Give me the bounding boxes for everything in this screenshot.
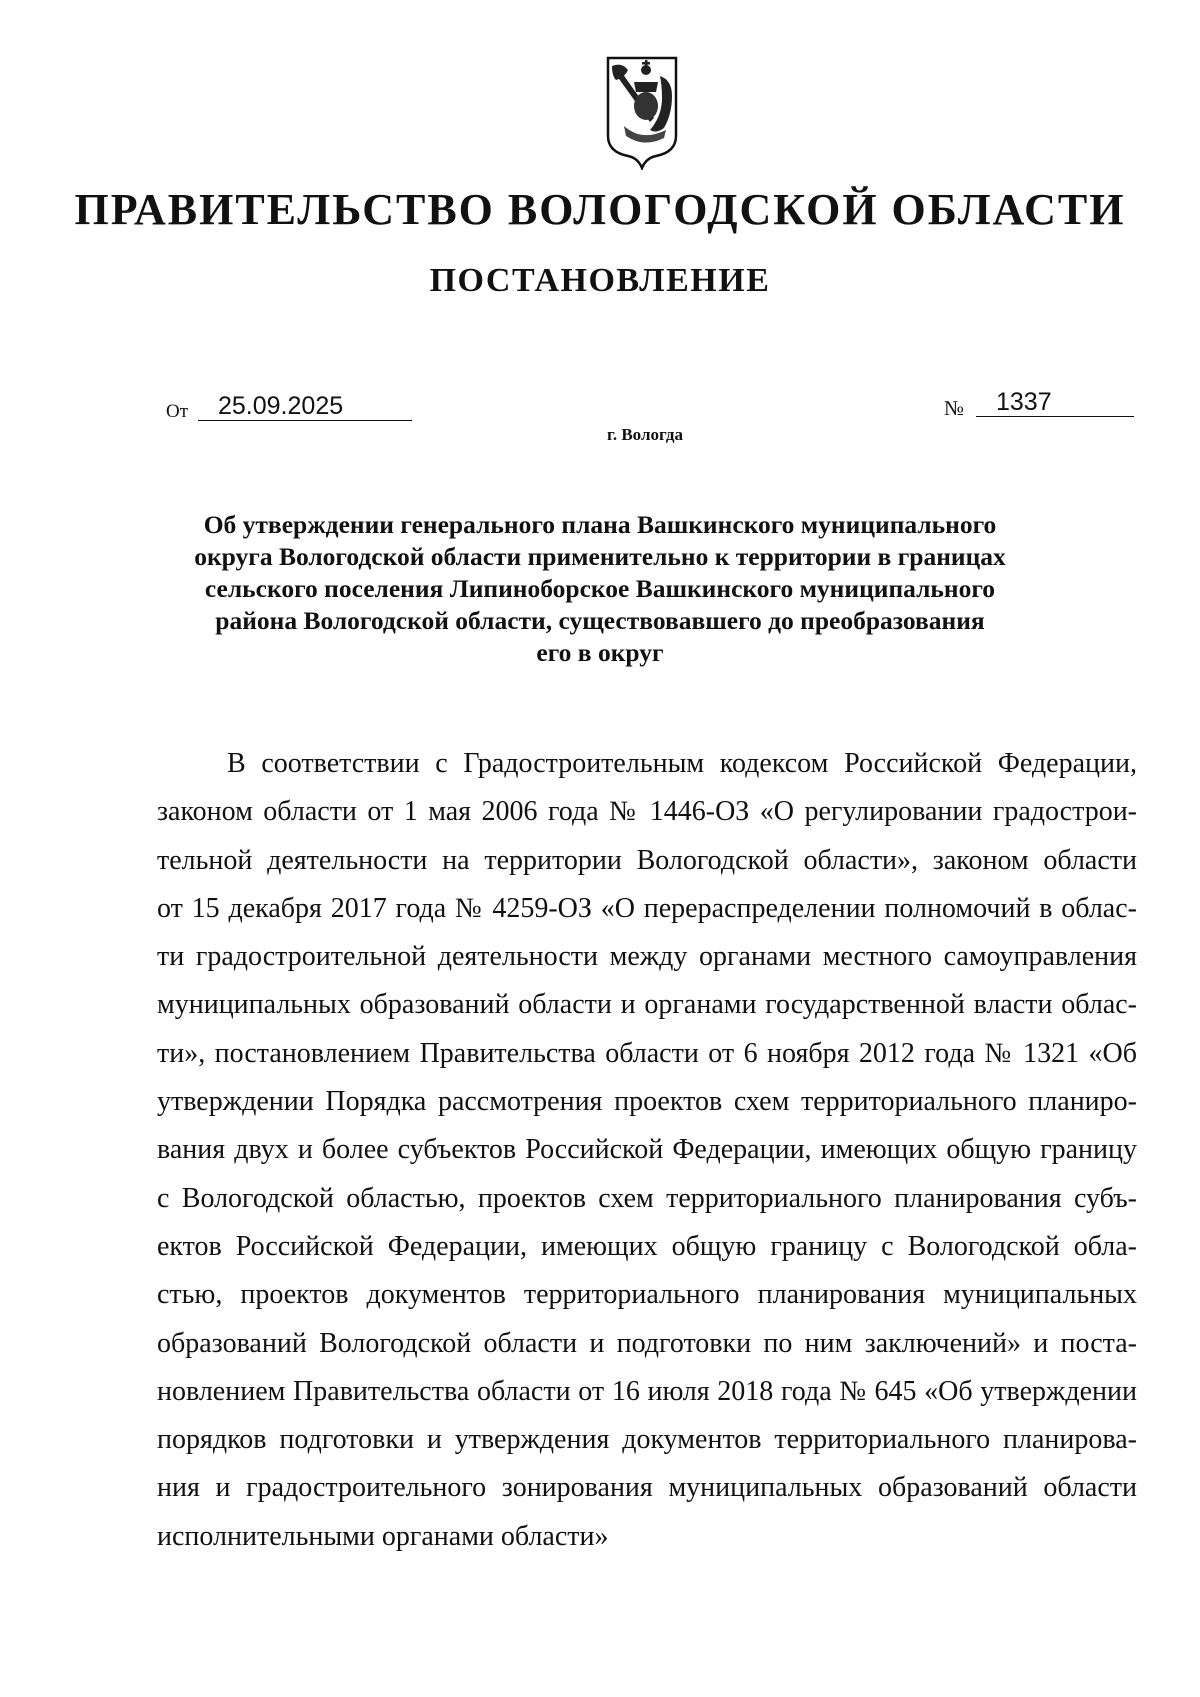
body-line: ти градостроительной деятельности между органами местного самоуправления xyxy=(157,941,1137,973)
body-line: вания двух и более субъектов Российской Федерации, имеющих общую границу xyxy=(157,1134,1137,1166)
body-line: тельной деятельности на территории Вологодской области», законом области xyxy=(157,844,1137,876)
subject-line: его в округ xyxy=(536,638,664,667)
government-title: ПРАВИТЕЛЬСТВО ВОЛОГОДСКОЙ ОБЛАСТИ xyxy=(74,185,1126,234)
body-line: новлением Правительства области от 16 июля 2018 года № 645 «Об утверждении xyxy=(157,1375,1137,1407)
subject-line: района Вологодской области, существовавшего до преобразования xyxy=(215,606,985,635)
body-line: стью, проектов документов территориального планирования муниципальных xyxy=(157,1279,1137,1311)
body-line: с Вологодской областью, проектов схем территориального планирования субъ- xyxy=(157,1182,1137,1214)
body-line: от 15 декабря 2017 года № 4259-ОЗ «О перераспределении полномочий в облас- xyxy=(157,892,1137,924)
number-prefix: № xyxy=(944,396,965,420)
date-underline xyxy=(198,420,412,421)
body-line: ти», постановлением Правительства области от 6 ноября 2012 года № 1321 «Об xyxy=(157,1037,1137,1069)
date-prefix: От xyxy=(166,401,189,422)
body-line: исполнительными органами области» xyxy=(157,1520,609,1552)
body-line: В соответствии с Градостроительным кодексом Российской Федерации, xyxy=(227,748,1137,779)
subject-line: Об утверждении генерального плана Вашкинского муниципального xyxy=(203,510,997,539)
body-line: законом области от 1 мая 2006 года № 1446-ОЗ «О регулировании градострои- xyxy=(157,796,1137,828)
document-number: 1337 xyxy=(996,388,1052,416)
number-underline xyxy=(976,416,1134,417)
body-line: ектов Российской Федерации, имеющих общую границу с Вологодской обла- xyxy=(157,1230,1137,1262)
document-date: 25.09.2025 xyxy=(218,392,344,420)
body-line: муниципальных образований области и органами государственной власти облас- xyxy=(157,989,1137,1021)
vologda-coat-of-arms-icon xyxy=(604,52,680,170)
subject-line: сельского поселения Липиноборское Вашкинского муниципального xyxy=(204,574,996,603)
document-subject xyxy=(150,509,1050,669)
body-line: ния и градостроительного зонирования муниципальных образований области xyxy=(157,1472,1137,1504)
subject-line: округа Вологодской области применительно к территории в границах xyxy=(194,542,1006,571)
issue-city: г. Вологда xyxy=(607,425,683,444)
body-line: порядков подготовки и утверждения документов территориального планирова- xyxy=(157,1424,1137,1456)
body-line: образований Вологодской области и подготовки по ним заключений» и поста- xyxy=(157,1327,1137,1359)
document-type: ПОСТАНОВЛЕНИЕ xyxy=(429,262,771,299)
body-line: утверждении Порядка рассмотрения проектов схем территориального планиро- xyxy=(157,1086,1137,1118)
body-paragraph xyxy=(157,740,1137,1561)
